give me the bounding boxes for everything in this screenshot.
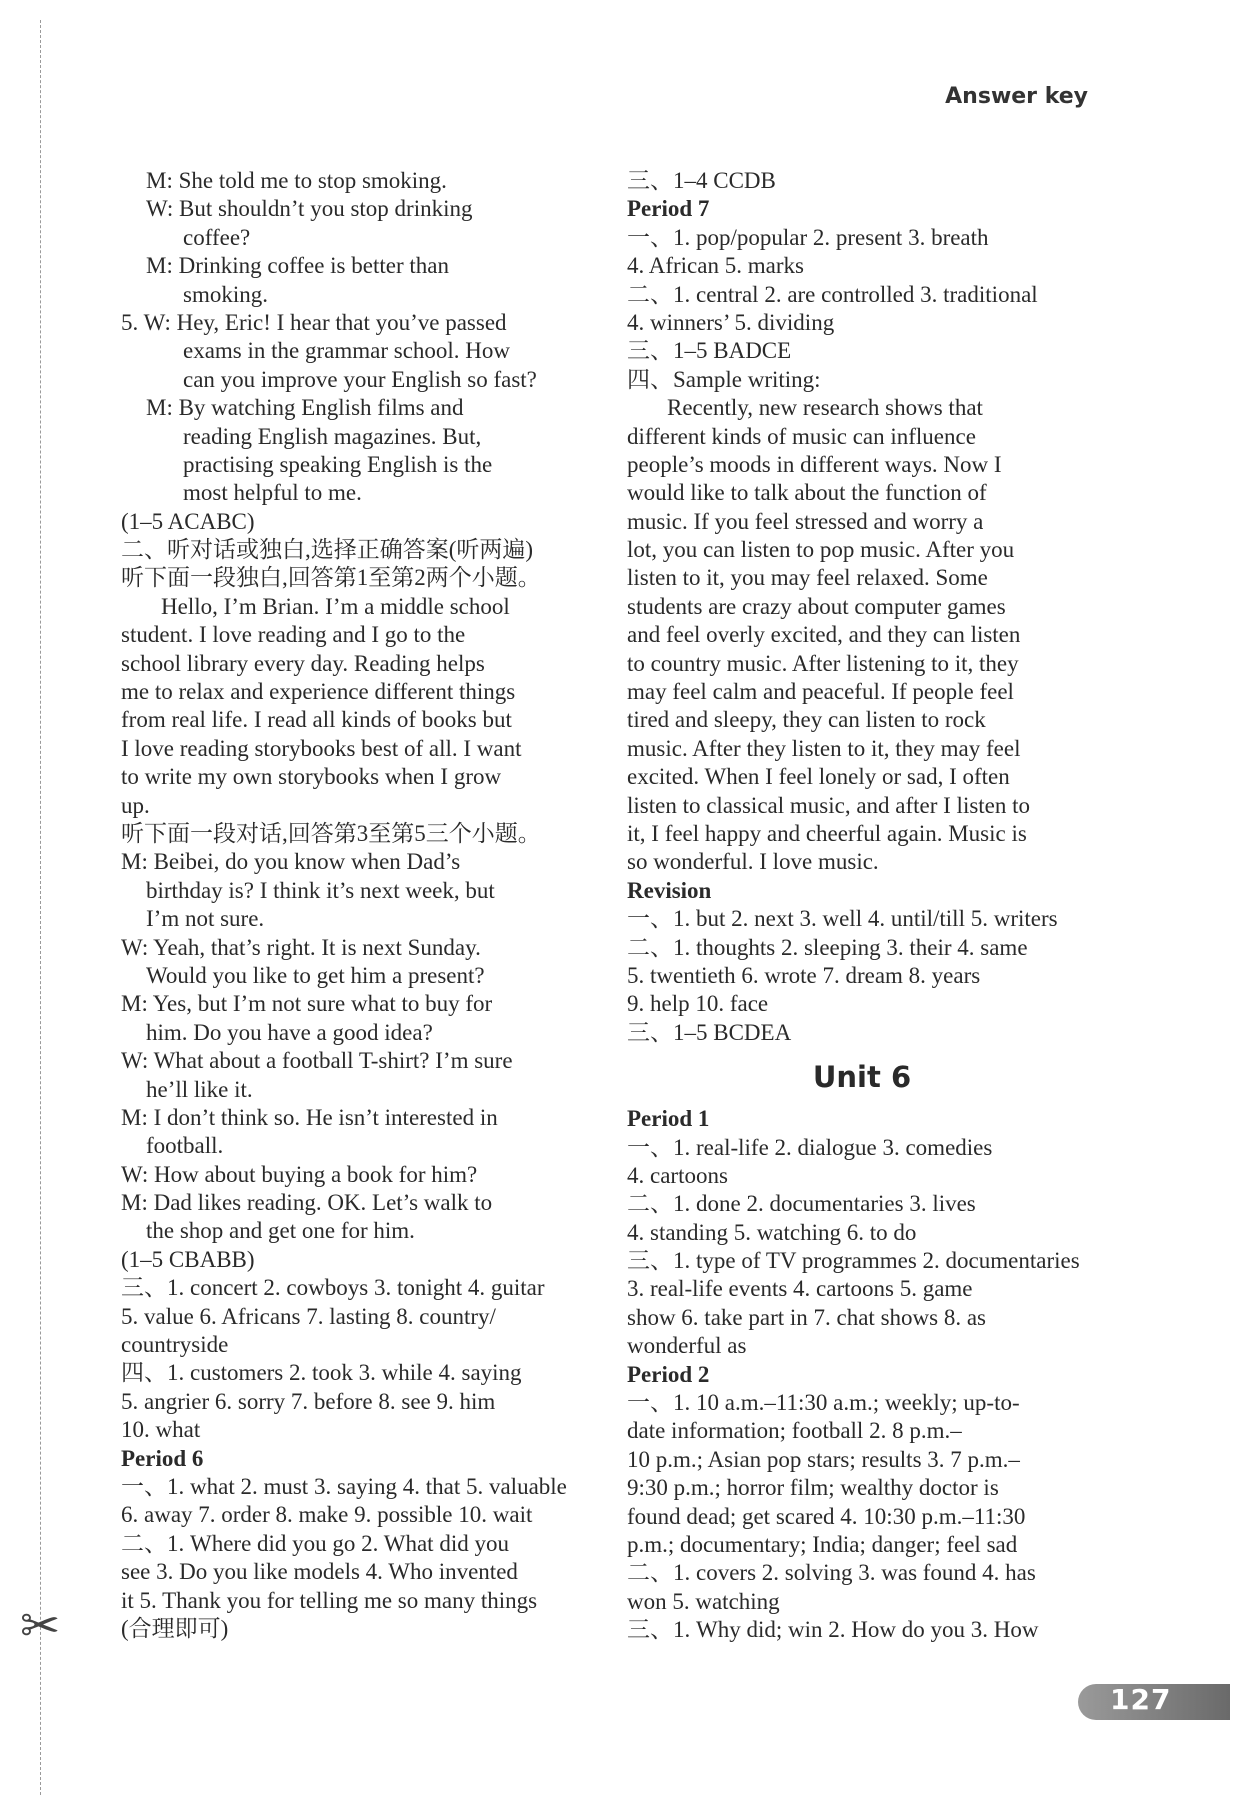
- text-line: 二、1. done 2. documentaries 3. lives: [627, 1191, 976, 1217]
- text-line: football.: [146, 1133, 224, 1159]
- left-column: [121, 167, 591, 1643]
- text-line: M: She told me to stop smoking.: [146, 168, 447, 193]
- text-line: 6. away 7. order 8. make 9. possible 10. wait: [121, 1502, 533, 1528]
- text-line: school library every day. Reading helps: [121, 650, 485, 676]
- text-line: practising speaking English is the: [183, 451, 493, 477]
- text-line: 4. winners’ 5. dividing: [627, 309, 835, 335]
- text-line: the shop and get one for him.: [146, 1218, 415, 1244]
- text-line: up.: [121, 792, 150, 818]
- text-line: see 3. Do you like models 4. Who invented: [121, 1559, 518, 1585]
- text-line: Would you like to get him a present?: [146, 962, 485, 988]
- text-line: show 6. take part in 7. chat shows 8. as: [627, 1304, 986, 1330]
- text-line: 二、1. central 2. are controlled 3. traditional: [627, 281, 1038, 307]
- text-line: date information; football 2. 8 p.m.–: [627, 1418, 962, 1444]
- text-line: people’s moods in different ways. Now I: [627, 451, 1002, 477]
- text-line: 一、1. pop/popular 2. present 3. breath: [627, 224, 989, 250]
- text-line: W: What about a football T-shirt? I’m sure: [121, 1048, 513, 1074]
- text-line: to write my own storybooks when I grow: [121, 764, 502, 790]
- text-line: birthday is? I think it’s next week, but: [146, 877, 495, 903]
- text-line: 二、听对话或独白,选择正确答案(听两遍): [121, 537, 534, 563]
- text-line: 三、1–5 BCDEA: [627, 1019, 792, 1045]
- text-line: Hello, I’m Brian. I’m a middle school: [161, 593, 510, 619]
- section-heading: Period 6: [121, 1445, 204, 1471]
- text-line: 5. twentieth 6. wrote 7. dream 8. years: [627, 962, 981, 988]
- text-line: it 5. Thank you for telling me so many things: [121, 1587, 538, 1613]
- text-line: 3. real-life events 4. cartoons 5. game: [627, 1276, 973, 1302]
- text-line: most helpful to me.: [183, 480, 362, 506]
- text-line: listen to classical music, and after I listen to: [627, 792, 1031, 818]
- text-line: 三、1. Why did; win 2. How do you 3. How: [627, 1617, 1039, 1643]
- text-line: me to relax and experience different things: [121, 679, 516, 705]
- text-line: M: Dad likes reading. OK. Let’s walk to: [121, 1190, 493, 1216]
- text-line: different kinds of music can influence: [627, 423, 976, 449]
- text-line: so wonderful. I love music.: [627, 849, 879, 875]
- text-line: 三、1–4 CCDB: [627, 168, 776, 193]
- text-line: 二、1. thoughts 2. sleeping 3. their 4. same: [627, 934, 1028, 960]
- text-line: wonderful as: [627, 1333, 747, 1359]
- text-line: to country music. After listening to it, they: [627, 650, 1019, 676]
- text-line: exams in the grammar school. How: [183, 338, 511, 364]
- text-line: 4. African 5. marks: [627, 253, 804, 279]
- text-line: M: Beibei, do you know when Dad’s: [121, 849, 461, 875]
- text-line: 一、1. 10 a.m.–11:30 a.m.; weekly; up-to-: [627, 1390, 1020, 1416]
- text-line: 9. help 10. face: [627, 991, 769, 1017]
- text-line: 9:30 p.m.; horror film; wealthy doctor is: [627, 1475, 999, 1501]
- text-line: 5. angrier 6. sorry 7. before 8. see 9. him: [121, 1388, 496, 1414]
- text-line: I love reading storybooks best of all. I want: [121, 735, 522, 761]
- text-line: W: Yeah, that’s right. It is next Sunday.: [121, 934, 481, 960]
- text-line: it, I feel happy and cheerful again. Music is: [627, 820, 1027, 846]
- text-line: students are crazy about computer games: [627, 593, 1006, 619]
- text-line: him. Do you have a good idea?: [146, 1019, 433, 1045]
- text-line: 4. standing 5. watching 6. to do: [627, 1219, 917, 1245]
- text-line: may feel calm and peaceful. If people feel: [627, 679, 1014, 705]
- unit-heading: Unit 6: [812, 1060, 912, 1095]
- text-line: music. After they listen to it, they may feel: [627, 735, 1021, 761]
- text-line: (合理即可): [121, 1615, 229, 1641]
- text-line: 听下面一段对话,回答第3至第5三个小题。: [121, 820, 541, 846]
- text-line: tired and sleepy, they can listen to rock: [627, 707, 986, 733]
- text-line: reading English magazines. But,: [183, 423, 482, 449]
- text-line: 四、1. customers 2. took 3. while 4. saying: [121, 1360, 522, 1386]
- text-line: he’ll like it.: [146, 1076, 253, 1102]
- section-heading: Period 1: [627, 1106, 710, 1132]
- text-line: and feel overly excited, and they can listen: [627, 622, 1021, 648]
- right-column-part-a: [627, 167, 1097, 1047]
- text-line: countryside: [121, 1332, 229, 1358]
- text-line: 5. W: Hey, Eric! I hear that you’ve passed: [121, 309, 507, 335]
- text-line: 一、1. what 2. must 3. saying 4. that 5. valuable: [121, 1473, 567, 1499]
- text-line: 三、1–5 BADCE: [627, 338, 792, 364]
- text-line: 听下面一段独白,回答第1至第2两个小题。: [121, 565, 541, 591]
- text-line: music. If you feel stressed and worry a: [627, 508, 984, 534]
- text-line: smoking.: [183, 281, 268, 307]
- text-line: excited. When I feel lonely or sad, I often: [627, 764, 1010, 790]
- text-line: coffee?: [183, 224, 251, 250]
- text-line: M: By watching English films and: [146, 395, 464, 421]
- text-line: student. I love reading and I go to the: [121, 622, 466, 648]
- text-line: can you improve your English so fast?: [183, 366, 537, 392]
- section-heading: Period 7: [627, 196, 710, 222]
- cut-line: [40, 20, 41, 1795]
- text-line: M: I don’t think so. He isn’t interested in: [121, 1104, 498, 1130]
- text-line: 4. cartoons: [627, 1162, 728, 1188]
- text-line: I’m not sure.: [146, 906, 265, 932]
- text-line: p.m.; documentary; India; danger; feel sad: [627, 1531, 1018, 1557]
- text-line: M: Yes, but I’m not sure what to buy for: [121, 991, 493, 1017]
- text-line: W: But shouldn’t you stop drinking: [146, 196, 473, 222]
- text-line: would like to talk about the function of: [627, 480, 987, 506]
- text-line: (1–5 CBABB): [121, 1246, 255, 1272]
- text-line: 10. what: [121, 1417, 201, 1443]
- text-line: (1–5 ACABC): [121, 508, 255, 534]
- text-line: 二、1. Where did you go 2. What did you: [121, 1530, 509, 1556]
- text-line: 二、1. covers 2. solving 3. was found 4. has: [627, 1560, 1036, 1586]
- text-line: 10 p.m.; Asian pop stars; results 3. 7 p.m.–: [627, 1446, 1020, 1472]
- text-line: 四、Sample writing:: [627, 366, 821, 392]
- page-number: 127: [1110, 1683, 1172, 1716]
- scissors-icon: ✂: [20, 1598, 61, 1654]
- text-line: from real life. I read all kinds of books but: [121, 707, 512, 733]
- text-line: won 5. watching: [627, 1588, 780, 1614]
- text-line: 三、1. concert 2. cowboys 3. tonight 4. guitar: [121, 1275, 545, 1301]
- text-line: found dead; get scared 4. 10:30 p.m.–11:30: [627, 1503, 1026, 1529]
- text-line: M: Drinking coffee is better than: [146, 253, 449, 279]
- text-line: lot, you can listen to pop music. After you: [627, 537, 1015, 563]
- text-line: 一、1. but 2. next 3. well 4. until/till 5. writers: [627, 906, 1058, 932]
- text-line: 一、1. real-life 2. dialogue 3. comedies: [627, 1134, 993, 1160]
- right-column: [627, 167, 1097, 1645]
- text-line: 5. value 6. Africans 7. lasting 8. country/: [121, 1303, 496, 1329]
- section-heading: Revision: [627, 877, 712, 903]
- text-line: W: How about buying a book for him?: [121, 1161, 478, 1187]
- page-header-title: Answer key: [945, 84, 1088, 109]
- text-line: listen to it, you may feel relaxed. Some: [627, 565, 988, 591]
- text-line: 三、1. type of TV programmes 2. documentaries: [627, 1248, 1080, 1274]
- text-line: Recently, new research shows that: [667, 395, 983, 421]
- section-heading: Period 2: [627, 1361, 710, 1387]
- right-column-part-b: [627, 1105, 1097, 1644]
